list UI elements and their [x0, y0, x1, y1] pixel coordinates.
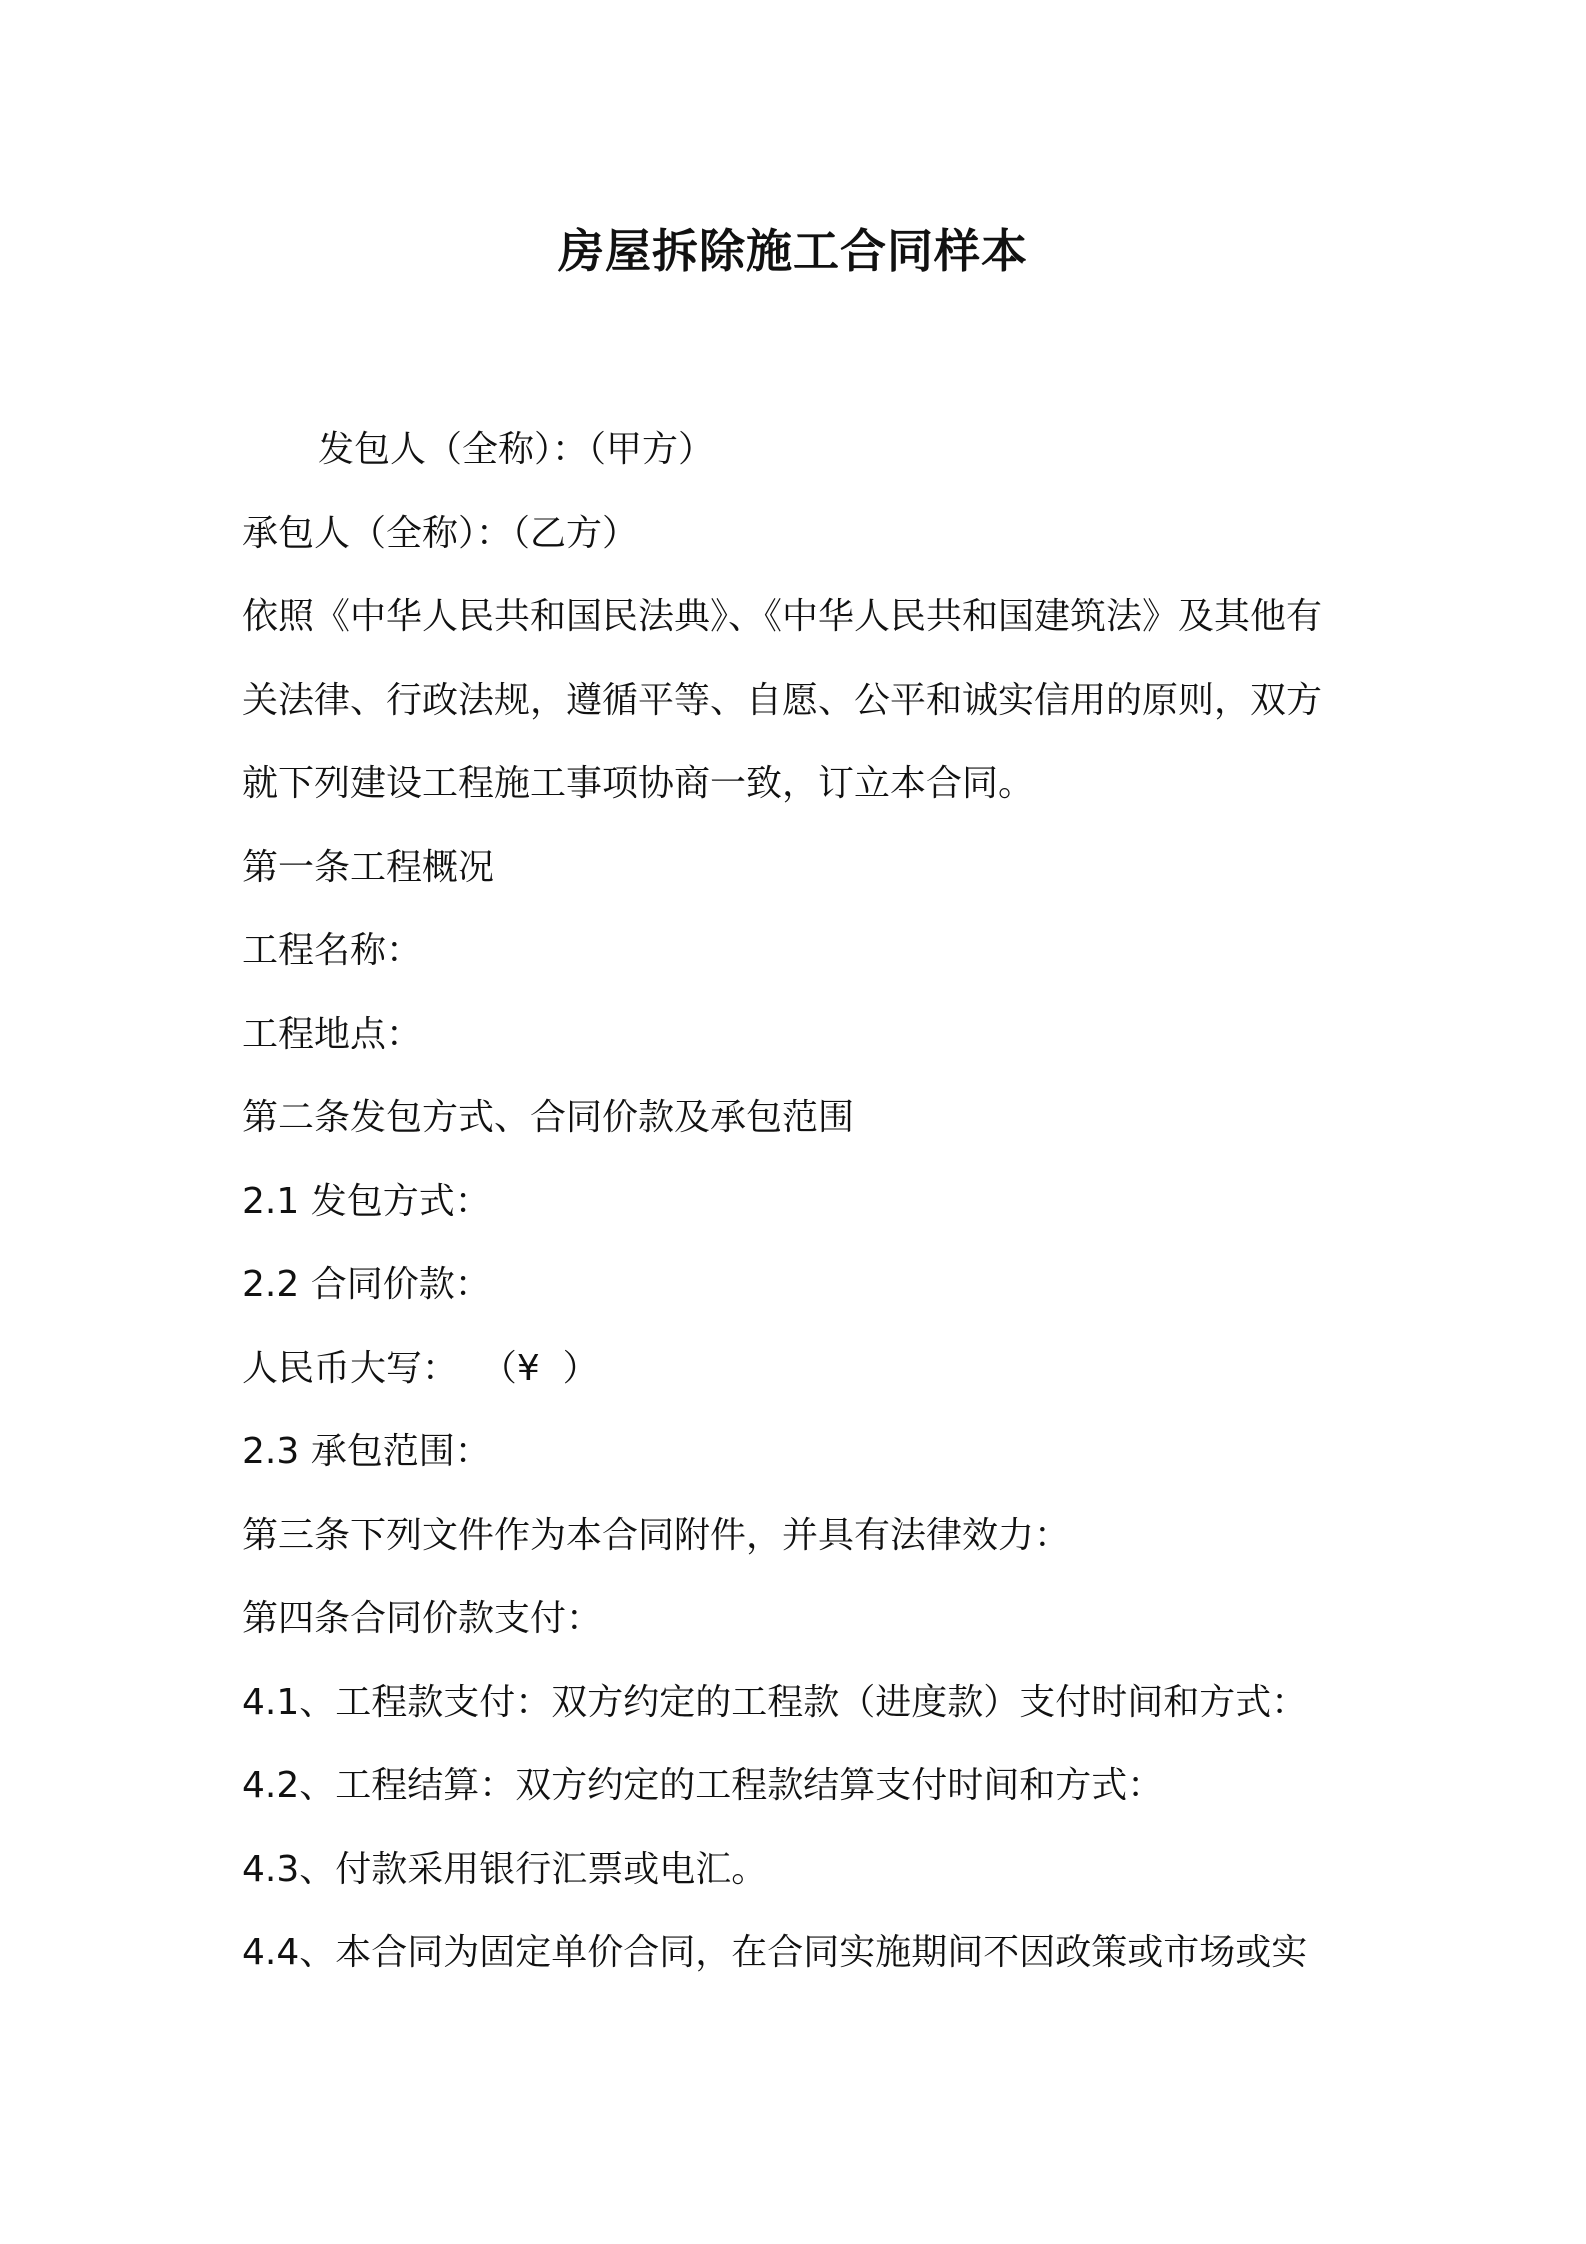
article-3-heading: 第三条下列文件作为本合同附件，并具有法律效力： — [242, 1514, 1071, 1556]
preamble-line-1: 依照《中华人民共和国民法典》、《中华人民共和国建筑法》及其他有 — [242, 596, 1323, 637]
project-location-line: 工程地点： — [242, 1013, 423, 1055]
clause-2-2: 2.2 合同价款： — [242, 1264, 491, 1305]
party-b-line: 承包人（全称）：（乙方） — [242, 512, 639, 554]
rmb-amount-line: 人民币大写： （¥ ） — [242, 1347, 599, 1389]
project-name-line: 工程名称： — [242, 930, 423, 971]
article-2-heading: 第二条发包方式、合同价款及承包范围 — [242, 1097, 855, 1138]
preamble-line-2: 关法律、行政法规，遵循平等、自愿、公平和诚实信用的原则，双方 — [242, 679, 1323, 721]
party-a-line: 发包人（全称）：（甲方） — [318, 429, 715, 470]
document-title: 房屋拆除施工合同样本 — [558, 224, 1028, 278]
article-1-heading: 第一条工程概况 — [242, 846, 495, 888]
clause-2-3: 2.3 承包范围： — [242, 1431, 491, 1472]
article-4-heading: 第四条合同价款支付： — [242, 1598, 603, 1639]
clause-4-1: 4.1、工程款支付：双方约定的工程款（进度款）支付时间和方式： — [242, 1681, 1308, 1723]
clause-4-2: 4.2、工程结算：双方约定的工程款结算支付时间和方式： — [242, 1765, 1164, 1806]
contract-body — [242, 408, 1362, 1995]
clause-4-3: 4.3、付款采用银行汇票或电汇。 — [242, 1848, 768, 1890]
clause-2-1: 2.1 发包方式： — [242, 1180, 491, 1222]
preamble-line-3: 就下列建设工程施工事项协商一致，订立本合同。 — [242, 763, 1035, 804]
clause-4-4: 4.4、本合同为固定单价合同，在合同实施期间不因政策或市场或实 — [242, 1932, 1308, 1973]
